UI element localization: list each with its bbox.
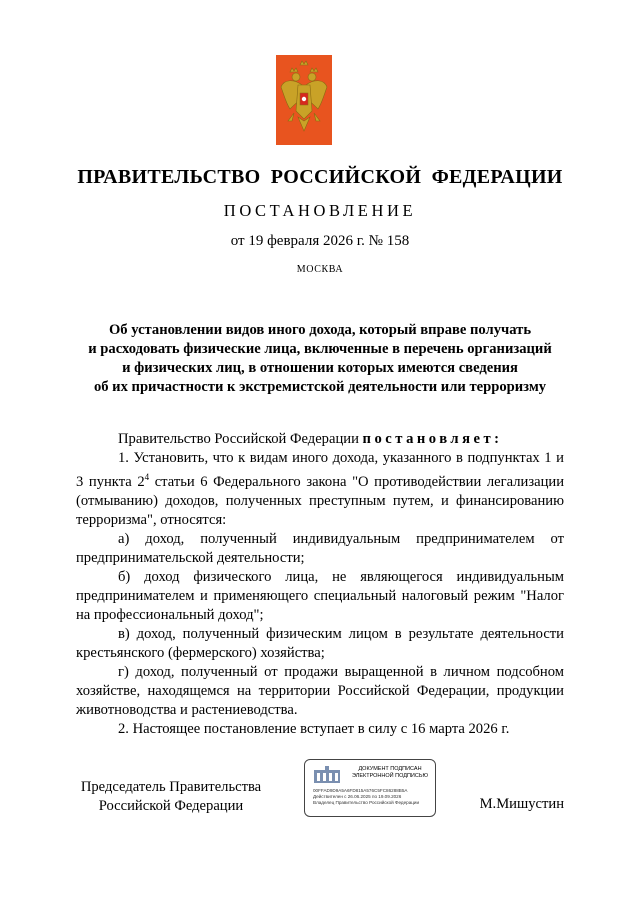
preamble-keyword: постановляет: <box>362 431 503 447</box>
heading-line: Об установлении видов иного дохода, который вправе получать <box>108 322 532 338</box>
heading-line: и расходовать физические лица, включенные в перечень организаций <box>88 341 552 357</box>
signatory-name: М.Мишустин <box>479 796 564 812</box>
coat-of-arms-icon <box>276 55 332 145</box>
stamp-title-line: ЭЛЕКТРОННОЙ ПОДПИСЬЮ <box>351 773 429 779</box>
building-icon <box>313 766 341 784</box>
stamp-serial: 00FFAD9D9A5A6FD815A576C5FC86288B5A <box>313 788 408 793</box>
document-body <box>76 430 564 739</box>
electronic-signature-stamp <box>304 759 436 817</box>
item-v: в) доход, полученный физическим лицом в результате деятельности крестьянского (фермерского) хозяйства; <box>76 625 564 661</box>
document-date-number: от 19 февраля 2026 г. № 158 <box>230 233 410 249</box>
document-type: ПОСТАНОВЛЕНИЕ <box>223 201 417 220</box>
item-a: а) доход, полученный индивидуальным предпринимателем от предпринимательской деятельности; <box>76 530 564 566</box>
stamp-title-line: ДОКУМЕНТ ПОДПИСАН <box>358 766 422 772</box>
heading-line: об их причастности к экстремистской деятельности или терроризму <box>93 379 547 395</box>
paragraph-1-superscript: 4 <box>144 472 150 482</box>
paragraph-1-start: 1. Установить, что к видам иного дохода, указанного в подпунктах 1 и 3 пункта 2 <box>76 450 564 490</box>
government-title: ПРАВИТЕЛЬСТВО РОССИЙСКОЙ ФЕДЕРАЦИИ <box>77 166 563 188</box>
stamp-certificate-info <box>313 788 433 806</box>
preamble-text: Правительство Российской Федерации <box>118 431 359 447</box>
stamp-owner: Владелец Правительство Российской Федерации <box>313 800 420 805</box>
signatory-position-line: Председатель Правительства <box>80 779 262 795</box>
preamble <box>76 430 564 449</box>
heading-line: и физических лиц, в отношении которых имеются сведения <box>122 360 518 376</box>
stamp-validity: Действителен с 26.06.2025 по 19.09.2026 <box>313 794 402 799</box>
signatory-position-line: Российской Федерации <box>98 798 244 814</box>
paragraph-1-end: статьи 6 Федерального закона "О противодействии легализации (отмыванию) доходов, полученных преступным путем, и финансированию терроризма", относятся: <box>76 473 565 528</box>
document-heading <box>60 321 580 397</box>
item-g: г) доход, полученный от продажи выращенной в личном подсобном хозяйстве, находящемся на территории Российской Федерации, продукции животноводства и растениеводства. <box>76 663 564 718</box>
paragraph-1 <box>76 449 564 530</box>
document-city: МОСКВА <box>296 264 344 275</box>
signatory-position <box>76 778 266 816</box>
stamp-title <box>347 766 433 780</box>
item-b: б) доход физического лица, не являющегося индивидуальным предпринимателем и применяющего специальный налоговый режим "Налог на профессиональный доход"; <box>76 568 564 623</box>
paragraph-2: 2. Настоящее постановление вступает в силу с 16 марта 2026 г. <box>118 720 510 737</box>
